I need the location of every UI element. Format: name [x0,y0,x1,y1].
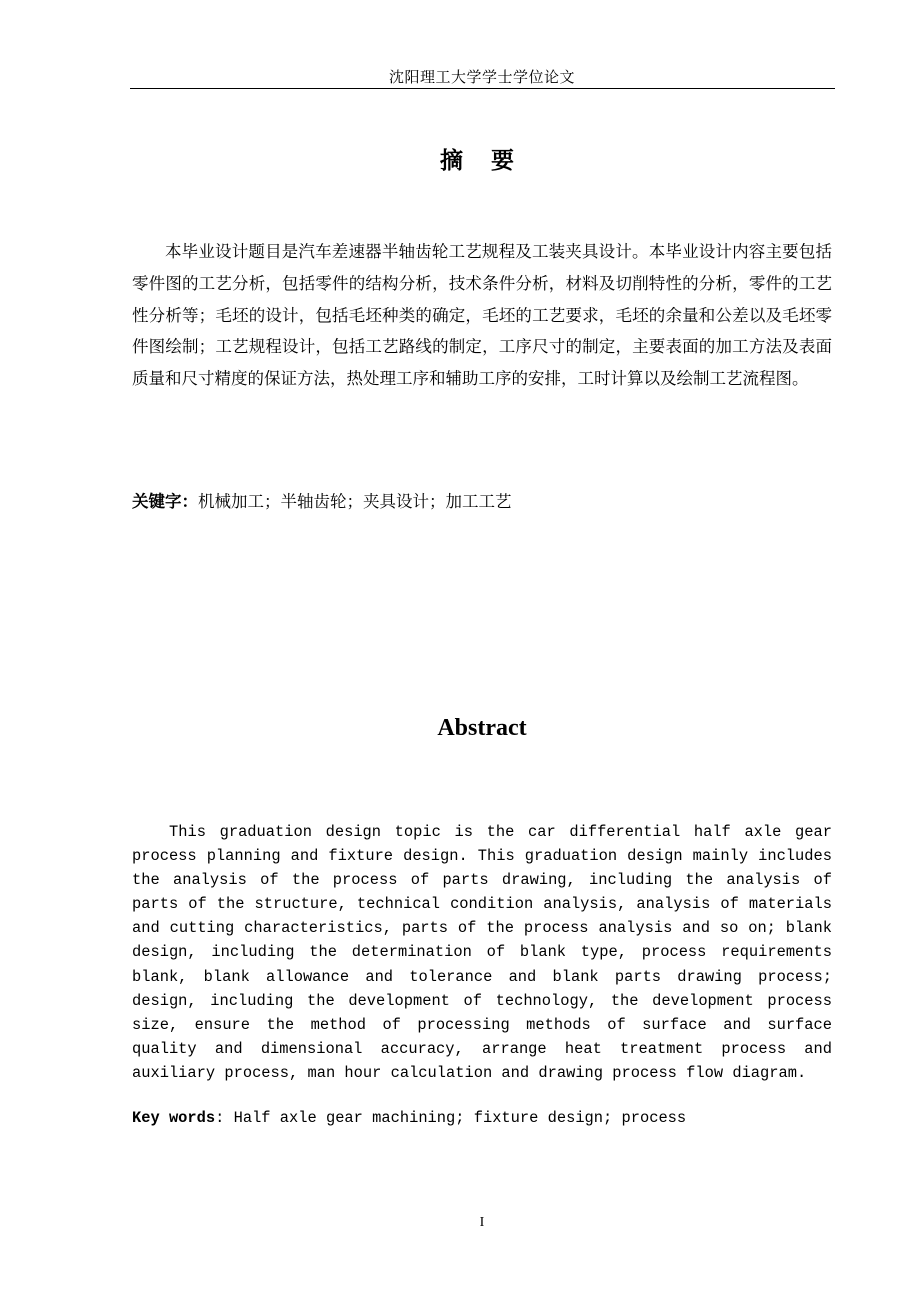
english-abstract-title: Abstract [437,715,527,741]
chinese-abstract-body: 本毕业设计题目是汽车差速器半轴齿轮工艺规程及工装夹具设计。本毕业设计内容主要包括零件图的工艺分析，包括零件的结构分析，技术条件分析，材料及切削特性的分析，零件的工艺性分析等；毛坯的设计，包括毛坯种类的确定，毛坯的工艺要求，毛坯的余量和公差以及毛坯零件图绘制；工艺规程设计，包括工艺路线的制定，工序尺寸的制定，主要表面的加工方法及表面质量和尺寸精度的保证方法，热处理工序和辅助工序的安排，工时计算以及绘制工艺流程图。 [132,242,832,389]
english-abstract-body: This graduation design topic is the car differential half axle gear process planning and fixture design. This graduation design mainly includes the analysis of the process of parts drawing, including the analysis of parts of the structure, technical condition analysis, analysis of materials and cutting characteristics, parts of the process analysis and so on; blank design, including the determination of blank type, process requirements blank, blank allowance and tolerance and blank parts drawing process; design, including the development of technology, the development process size, ensure the method of processing methods of surface and surface quality and dimensional accuracy, arrange heat treatment process and auxiliary process, man hour calculation and drawing process flow diagram. [132,823,832,1082]
english-keywords [132,1106,832,1130]
page-number: I [479,1215,485,1230]
chinese-keywords-label: 关键字： [132,492,198,511]
chinese-abstract-title: 摘 要 [439,148,524,174]
running-header: 沈阳理工大学学士学位论文 [388,68,575,86]
chinese-keywords-text: 机械加工；半轴齿轮；夹具设计；加工工艺 [198,492,512,511]
english-keywords-text: : Half axle gear machining; fixture design; process [215,1109,687,1127]
chinese-keywords [132,486,832,518]
english-keywords-label: Key words [132,1109,216,1127]
header-divider [130,88,835,89]
